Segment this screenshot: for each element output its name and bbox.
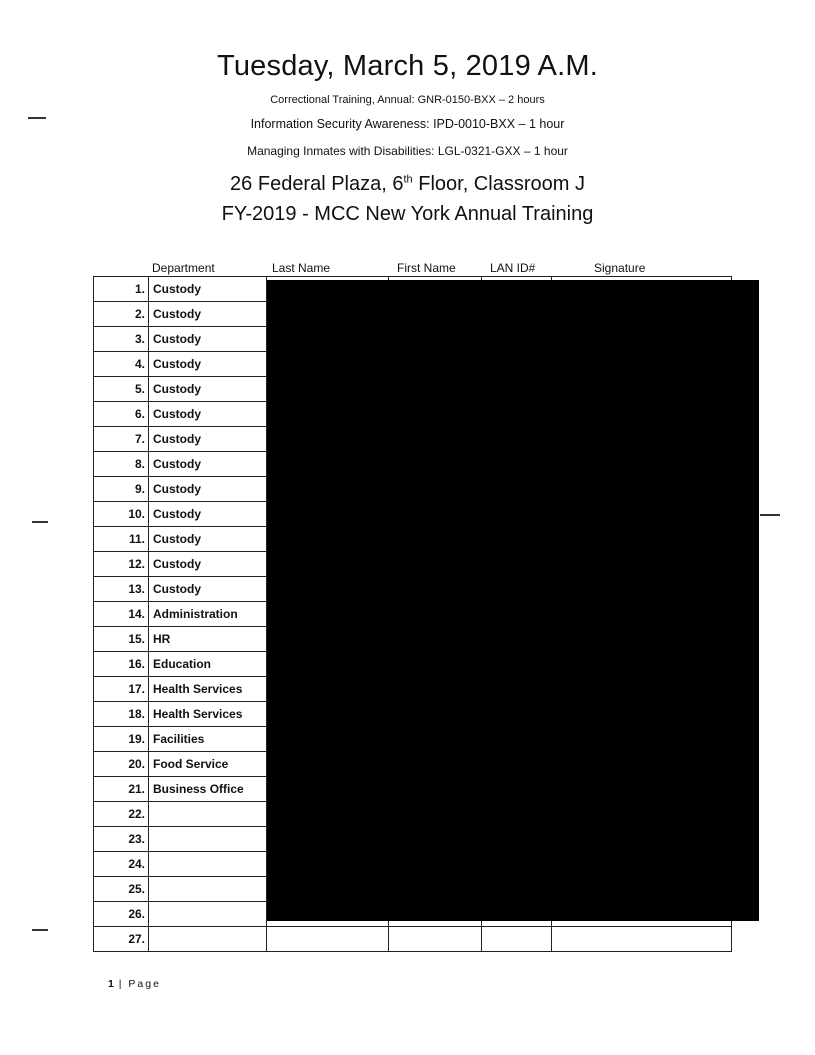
table-row	[94, 927, 732, 952]
department-cell: Health Services	[149, 702, 267, 727]
lan-id-cell	[482, 927, 552, 952]
row-number: 12.	[94, 552, 149, 577]
row-number: 14.	[94, 602, 149, 627]
column-header-lan-id: LAN ID#	[490, 261, 536, 275]
row-number: 17.	[94, 677, 149, 702]
scan-mark	[32, 521, 48, 523]
row-number: 2.	[94, 302, 149, 327]
department-cell: Custody	[149, 377, 267, 402]
department-cell	[149, 827, 267, 852]
redaction-block	[267, 280, 759, 921]
venue-prefix: 26 Federal Plaza, 6	[230, 173, 404, 195]
row-number: 25.	[94, 877, 149, 902]
department-cell: Custody	[149, 277, 267, 302]
page-number: 1	[108, 978, 114, 990]
venue-line	[0, 173, 815, 196]
scan-mark	[760, 514, 780, 516]
row-number: 21.	[94, 777, 149, 802]
department-cell: Administration	[149, 602, 267, 627]
last-name-cell	[267, 927, 389, 952]
department-cell	[149, 927, 267, 952]
department-cell: Business Office	[149, 777, 267, 802]
venue-suffix: Floor, Classroom J	[412, 173, 585, 195]
scan-mark	[32, 929, 48, 931]
row-number: 13.	[94, 577, 149, 602]
venue-superscript: th	[403, 173, 413, 186]
row-number: 10.	[94, 502, 149, 527]
department-cell: Education	[149, 652, 267, 677]
department-cell: Health Services	[149, 677, 267, 702]
program-title: FY-2019 - MCC New York Annual Training	[221, 203, 594, 225]
department-cell	[149, 802, 267, 827]
department-cell: Custody	[149, 402, 267, 427]
row-number: 27.	[94, 927, 149, 952]
row-number: 1.	[94, 277, 149, 302]
row-number: 15.	[94, 627, 149, 652]
row-number: 9.	[94, 477, 149, 502]
row-number: 3.	[94, 327, 149, 352]
department-cell: Custody	[149, 327, 267, 352]
department-cell: Food Service	[149, 752, 267, 777]
department-cell: Custody	[149, 302, 267, 327]
row-number: 16.	[94, 652, 149, 677]
department-cell: Custody	[149, 577, 267, 602]
row-number: 6.	[94, 402, 149, 427]
first-name-cell	[389, 927, 482, 952]
column-header-last-name: Last Name	[272, 261, 331, 275]
course-line-3: Managing Inmates with Disabilities: LGL-0321-GXX – 1 hour	[247, 144, 568, 158]
row-number: 8.	[94, 452, 149, 477]
row-number: 4.	[94, 352, 149, 377]
course-line-1: Correctional Training, Annual: GNR-0150-BXX – 2 hours	[270, 94, 545, 106]
department-cell	[149, 852, 267, 877]
column-header-department: Department	[152, 261, 215, 275]
row-number: 7.	[94, 427, 149, 452]
row-number: 23.	[94, 827, 149, 852]
department-cell	[149, 902, 267, 927]
department-cell: Custody	[149, 352, 267, 377]
department-cell: HR	[149, 627, 267, 652]
department-cell: Custody	[149, 527, 267, 552]
column-header-signature: Signature	[594, 261, 646, 275]
row-number: 5.	[94, 377, 149, 402]
department-cell: Custody	[149, 502, 267, 527]
department-cell: Facilities	[149, 727, 267, 752]
row-number: 22.	[94, 802, 149, 827]
row-number: 24.	[94, 852, 149, 877]
department-cell: Custody	[149, 477, 267, 502]
department-cell	[149, 877, 267, 902]
course-line-2: Information Security Awareness: IPD-0010-BXX – 1 hour	[250, 117, 565, 131]
page-label: | Page	[118, 978, 161, 990]
row-number: 20.	[94, 752, 149, 777]
department-cell: Custody	[149, 427, 267, 452]
department-cell: Custody	[149, 452, 267, 477]
column-header-first-name: First Name	[397, 261, 456, 275]
row-number: 26.	[94, 902, 149, 927]
row-number: 11.	[94, 527, 149, 552]
department-cell: Custody	[149, 552, 267, 577]
row-number: 19.	[94, 727, 149, 752]
scan-mark	[28, 117, 46, 119]
signature-cell	[552, 927, 732, 952]
page-footer	[108, 978, 161, 990]
page-title: Tuesday, March 5, 2019 A.M.	[217, 50, 598, 82]
row-number: 18.	[94, 702, 149, 727]
